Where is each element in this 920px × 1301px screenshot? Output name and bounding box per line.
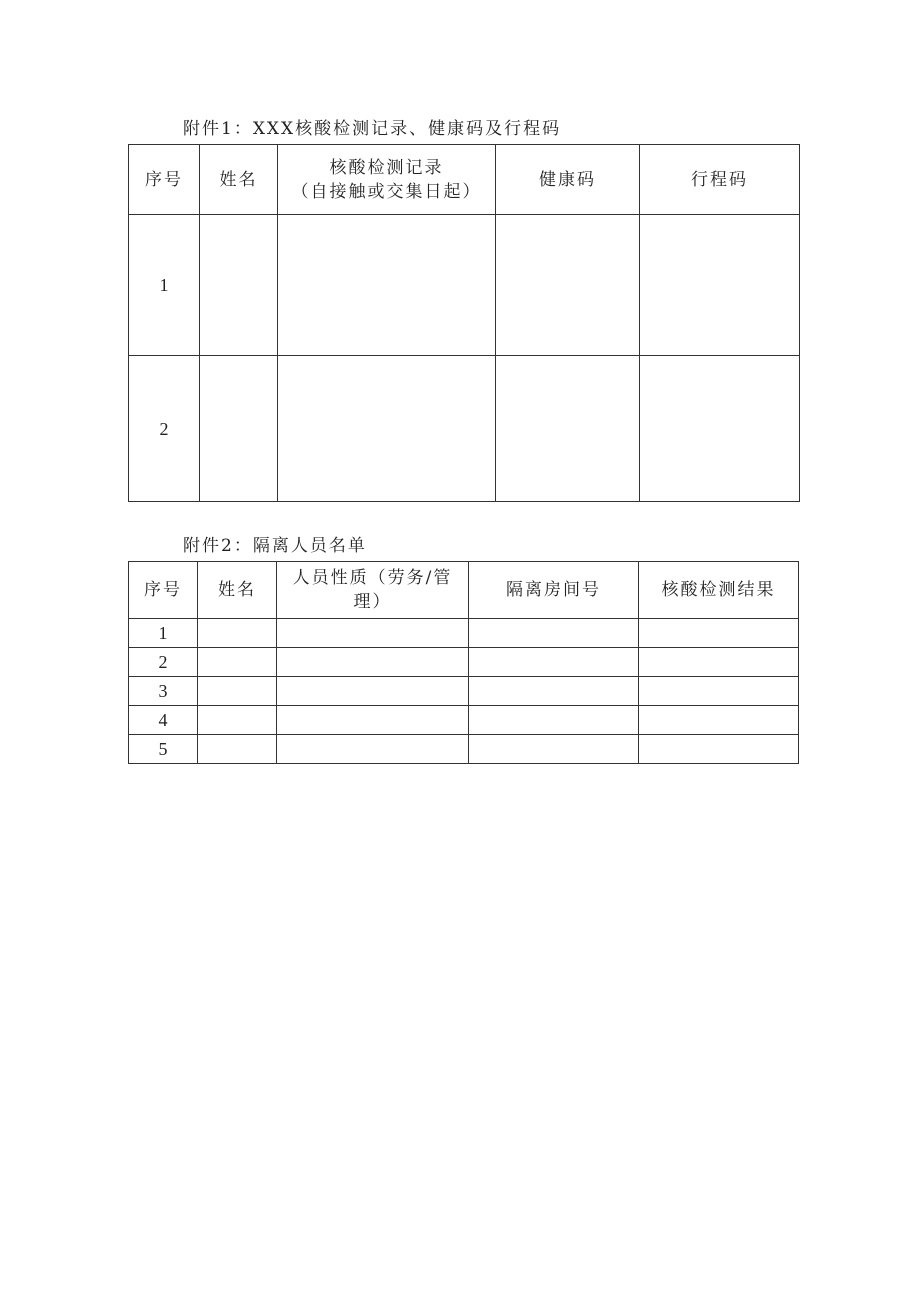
row-health-code-cell[interactable] bbox=[496, 215, 640, 356]
row-name-cell[interactable] bbox=[198, 735, 277, 764]
table-row bbox=[129, 677, 799, 706]
row-nature-cell[interactable] bbox=[277, 648, 469, 677]
header-nature-line1: 人员性质（劳务/管 bbox=[292, 568, 453, 588]
row-name-cell[interactable] bbox=[200, 215, 278, 356]
attachment1-caption: 附件1：XXX核酸检测记录、健康码及行程码 bbox=[183, 119, 562, 139]
row-health-code-cell[interactable] bbox=[496, 356, 640, 502]
row-seq: 2 bbox=[129, 648, 198, 677]
header-name: 姓名 bbox=[200, 145, 278, 215]
attachment2-caption: 附件2：隔离人员名单 bbox=[183, 536, 367, 556]
row-name-cell[interactable] bbox=[198, 706, 277, 735]
row-result-cell[interactable] bbox=[639, 735, 799, 764]
nucleic-record-table bbox=[128, 144, 800, 502]
row-nature-cell[interactable] bbox=[277, 677, 469, 706]
table-header-row bbox=[129, 562, 799, 619]
row-seq: 3 bbox=[129, 677, 198, 706]
header-nature-line2: 理） bbox=[353, 592, 392, 612]
row-room-cell[interactable] bbox=[469, 677, 639, 706]
row-nature-cell[interactable] bbox=[277, 706, 469, 735]
quarantine-list-table bbox=[128, 561, 799, 764]
header-personnel-nature bbox=[277, 562, 469, 619]
header-nucleic-result: 核酸检测结果 bbox=[639, 562, 799, 619]
table-row bbox=[129, 648, 799, 677]
header-travel-code: 行程码 bbox=[640, 145, 800, 215]
header-nucleic-line2: （自接触或交集日起） bbox=[291, 181, 482, 202]
table-header-row bbox=[129, 145, 800, 215]
row-travel-code-cell[interactable] bbox=[640, 215, 800, 356]
header-seq: 序号 bbox=[129, 562, 198, 619]
row-room-cell[interactable] bbox=[469, 619, 639, 648]
table-row bbox=[129, 619, 799, 648]
row-name-cell[interactable] bbox=[198, 619, 277, 648]
table-row bbox=[129, 215, 800, 356]
row-result-cell[interactable] bbox=[639, 619, 799, 648]
row-travel-code-cell[interactable] bbox=[640, 356, 800, 502]
row-seq: 2 bbox=[129, 356, 200, 502]
row-nature-cell[interactable] bbox=[277, 735, 469, 764]
row-nucleic-cell[interactable] bbox=[278, 356, 496, 502]
header-seq: 序号 bbox=[129, 145, 200, 215]
table-row bbox=[129, 706, 799, 735]
header-room-number: 隔离房间号 bbox=[469, 562, 639, 619]
header-name: 姓名 bbox=[198, 562, 277, 619]
row-result-cell[interactable] bbox=[639, 706, 799, 735]
table-row bbox=[129, 735, 799, 764]
header-health-code: 健康码 bbox=[496, 145, 640, 215]
row-room-cell[interactable] bbox=[469, 648, 639, 677]
row-room-cell[interactable] bbox=[469, 706, 639, 735]
row-seq: 4 bbox=[129, 706, 198, 735]
table-row bbox=[129, 356, 800, 502]
row-name-cell[interactable] bbox=[198, 648, 277, 677]
row-nucleic-cell[interactable] bbox=[278, 215, 496, 356]
header-nucleic-record bbox=[278, 145, 496, 215]
row-seq: 5 bbox=[129, 735, 198, 764]
row-name-cell[interactable] bbox=[200, 356, 278, 502]
row-nature-cell[interactable] bbox=[277, 619, 469, 648]
row-name-cell[interactable] bbox=[198, 677, 277, 706]
row-seq: 1 bbox=[129, 619, 198, 648]
row-seq: 1 bbox=[129, 215, 200, 356]
row-room-cell[interactable] bbox=[469, 735, 639, 764]
row-result-cell[interactable] bbox=[639, 648, 799, 677]
header-nucleic-line1: 核酸检测记录 bbox=[329, 157, 444, 178]
row-result-cell[interactable] bbox=[639, 677, 799, 706]
